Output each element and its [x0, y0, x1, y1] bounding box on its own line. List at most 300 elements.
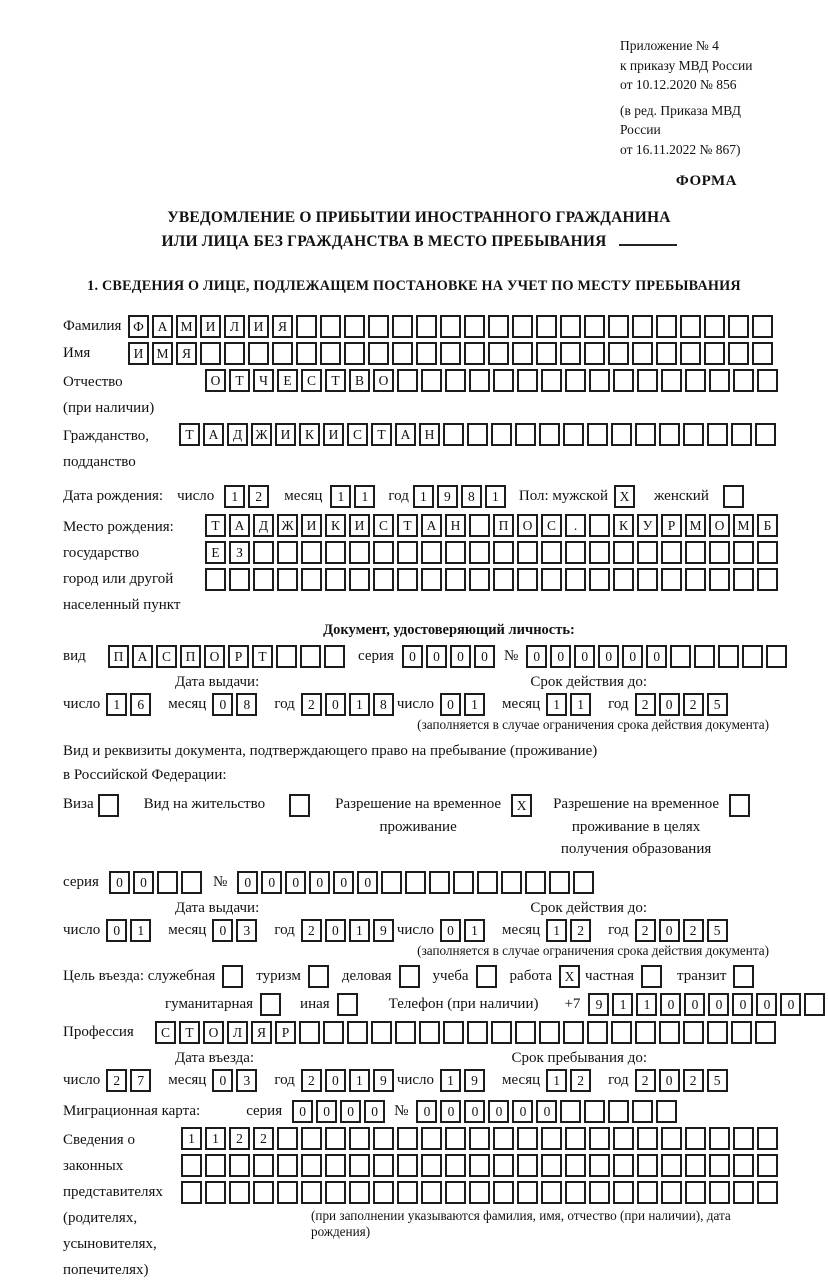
form-cell[interactable]: С [347, 423, 368, 446]
form-cell[interactable] [476, 965, 497, 988]
form-cell[interactable] [443, 423, 464, 446]
form-cell[interactable] [729, 794, 750, 817]
form-cell[interactable]: П [493, 514, 514, 537]
form-cell[interactable]: М [733, 514, 754, 537]
form-cell[interactable] [565, 1154, 586, 1177]
form-cell[interactable] [491, 423, 512, 446]
form-cell[interactable]: С [373, 514, 394, 537]
form-cell[interactable]: О [205, 369, 226, 392]
form-cell[interactable] [733, 1127, 754, 1150]
form-cell[interactable] [733, 568, 754, 591]
form-cell[interactable] [565, 1127, 586, 1150]
form-cell[interactable] [563, 423, 584, 446]
form-cell[interactable] [453, 871, 474, 894]
form-cell[interactable]: X [559, 965, 580, 988]
form-cell[interactable] [344, 342, 365, 365]
form-cell[interactable] [757, 541, 778, 564]
form-cell[interactable] [325, 1127, 346, 1150]
form-cell[interactable]: И [275, 423, 296, 446]
form-cell[interactable] [637, 541, 658, 564]
form-cell[interactable] [661, 568, 682, 591]
form-cell[interactable] [347, 1021, 368, 1044]
form-cell[interactable]: С [155, 1021, 176, 1044]
form-cell[interactable]: 2 [683, 1069, 704, 1092]
form-cell[interactable]: Ф [128, 315, 149, 338]
form-cell[interactable] [373, 1181, 394, 1204]
form-cell[interactable] [589, 568, 610, 591]
form-cell[interactable] [685, 568, 706, 591]
form-cell[interactable] [515, 423, 536, 446]
form-cell[interactable]: А [152, 315, 173, 338]
form-cell[interactable] [632, 342, 653, 365]
form-cell[interactable] [277, 1127, 298, 1150]
form-cell[interactable]: Е [205, 541, 226, 564]
form-cell[interactable]: 0 [659, 919, 680, 942]
form-cell[interactable]: 1 [224, 485, 245, 508]
form-cell[interactable]: 0 [756, 993, 777, 1016]
form-cell[interactable] [539, 423, 560, 446]
form-cell[interactable]: Е [277, 369, 298, 392]
form-cell[interactable]: 9 [373, 919, 394, 942]
form-cell[interactable] [718, 645, 739, 668]
form-cell[interactable]: Т [205, 514, 226, 537]
form-cell[interactable] [659, 1021, 680, 1044]
form-cell[interactable] [539, 1021, 560, 1044]
form-cell[interactable]: X [614, 485, 635, 508]
form-cell[interactable]: П [180, 645, 201, 668]
form-cell[interactable] [477, 871, 498, 894]
form-cell[interactable] [661, 369, 682, 392]
form-cell[interactable] [299, 1021, 320, 1044]
form-cell[interactable]: Д [227, 423, 248, 446]
form-cell[interactable]: 2 [683, 919, 704, 942]
form-cell[interactable] [515, 1021, 536, 1044]
form-cell[interactable] [381, 871, 402, 894]
form-cell[interactable] [397, 369, 418, 392]
form-cell[interactable] [517, 568, 538, 591]
form-cell[interactable] [349, 1127, 370, 1150]
form-cell[interactable] [541, 1127, 562, 1150]
form-cell[interactable]: 0 [316, 1100, 337, 1123]
form-cell[interactable] [493, 568, 514, 591]
form-cell[interactable] [493, 1181, 514, 1204]
form-cell[interactable] [445, 369, 466, 392]
form-cell[interactable] [613, 1127, 634, 1150]
form-cell[interactable] [755, 423, 776, 446]
form-cell[interactable]: 1 [330, 485, 351, 508]
form-cell[interactable]: 0 [292, 1100, 313, 1123]
form-cell[interactable] [637, 568, 658, 591]
form-cell[interactable]: 1 [485, 485, 506, 508]
form-cell[interactable] [512, 315, 533, 338]
form-cell[interactable] [563, 1021, 584, 1044]
form-cell[interactable] [493, 1154, 514, 1177]
form-cell[interactable]: 0 [333, 871, 354, 894]
form-cell[interactable] [613, 541, 634, 564]
form-cell[interactable] [694, 645, 715, 668]
form-cell[interactable]: К [299, 423, 320, 446]
form-cell[interactable] [421, 568, 442, 591]
form-cell[interactable] [469, 514, 490, 537]
form-cell[interactable]: 2 [570, 1069, 591, 1092]
form-cell[interactable] [501, 871, 522, 894]
form-cell[interactable] [181, 1181, 202, 1204]
form-cell[interactable]: 1 [181, 1127, 202, 1150]
form-cell[interactable]: 0 [364, 1100, 385, 1123]
form-cell[interactable] [395, 1021, 416, 1044]
form-cell[interactable] [584, 342, 605, 365]
form-cell[interactable]: О [517, 514, 538, 537]
form-cell[interactable]: 1 [349, 919, 370, 942]
form-cell[interactable] [541, 1181, 562, 1204]
form-cell[interactable]: О [204, 645, 225, 668]
form-cell[interactable]: 2 [570, 919, 591, 942]
form-cell[interactable] [277, 568, 298, 591]
form-cell[interactable] [709, 568, 730, 591]
form-cell[interactable] [405, 871, 426, 894]
form-cell[interactable]: 0 [780, 993, 801, 1016]
form-cell[interactable]: А [132, 645, 153, 668]
form-cell[interactable]: 0 [106, 919, 127, 942]
form-cell[interactable] [704, 342, 725, 365]
form-cell[interactable] [512, 342, 533, 365]
form-cell[interactable] [421, 541, 442, 564]
form-cell[interactable] [445, 1127, 466, 1150]
form-cell[interactable] [491, 1021, 512, 1044]
form-cell[interactable]: 3 [236, 919, 257, 942]
form-cell[interactable] [707, 423, 728, 446]
form-cell[interactable] [709, 1154, 730, 1177]
form-cell[interactable]: 0 [440, 919, 461, 942]
form-cell[interactable]: С [301, 369, 322, 392]
form-cell[interactable]: 5 [707, 919, 728, 942]
form-cell[interactable]: 3 [236, 1069, 257, 1092]
form-cell[interactable] [349, 1154, 370, 1177]
form-cell[interactable]: 0 [488, 1100, 509, 1123]
form-cell[interactable] [324, 645, 345, 668]
form-cell[interactable] [205, 1154, 226, 1177]
form-cell[interactable] [709, 541, 730, 564]
form-cell[interactable] [344, 315, 365, 338]
form-cell[interactable] [320, 315, 341, 338]
form-cell[interactable] [632, 315, 653, 338]
form-cell[interactable] [373, 568, 394, 591]
form-cell[interactable]: 0 [325, 919, 346, 942]
form-cell[interactable]: С [541, 514, 562, 537]
form-cell[interactable]: 0 [659, 693, 680, 716]
form-cell[interactable] [440, 315, 461, 338]
form-cell[interactable] [656, 1100, 677, 1123]
form-cell[interactable] [277, 541, 298, 564]
form-cell[interactable] [248, 342, 269, 365]
form-cell[interactable]: 2 [248, 485, 269, 508]
form-cell[interactable]: 0 [237, 871, 258, 894]
form-cell[interactable]: 1 [130, 919, 151, 942]
form-cell[interactable] [733, 965, 754, 988]
form-cell[interactable] [709, 1181, 730, 1204]
form-cell[interactable]: 1 [546, 1069, 567, 1092]
form-cell[interactable] [349, 1181, 370, 1204]
form-cell[interactable] [325, 1154, 346, 1177]
form-cell[interactable] [157, 871, 178, 894]
form-cell[interactable] [584, 315, 605, 338]
form-cell[interactable] [549, 871, 570, 894]
form-cell[interactable]: 0 [660, 993, 681, 1016]
form-cell[interactable]: Я [251, 1021, 272, 1044]
form-cell[interactable]: 2 [229, 1127, 250, 1150]
form-cell[interactable] [685, 541, 706, 564]
form-cell[interactable]: Н [445, 514, 466, 537]
form-cell[interactable]: Я [176, 342, 197, 365]
form-cell[interactable]: 0 [340, 1100, 361, 1123]
form-cell[interactable] [467, 1021, 488, 1044]
form-cell[interactable] [301, 568, 322, 591]
form-cell[interactable] [589, 514, 610, 537]
form-cell[interactable]: 0 [261, 871, 282, 894]
form-cell[interactable]: 1 [464, 919, 485, 942]
form-cell[interactable] [589, 1127, 610, 1150]
form-cell[interactable]: 0 [212, 919, 233, 942]
form-cell[interactable] [637, 1154, 658, 1177]
form-cell[interactable]: Р [275, 1021, 296, 1044]
form-cell[interactable] [742, 645, 763, 668]
form-cell[interactable]: 0 [325, 693, 346, 716]
form-cell[interactable] [637, 1127, 658, 1150]
form-cell[interactable] [517, 1127, 538, 1150]
form-cell[interactable] [337, 993, 358, 1016]
form-cell[interactable] [445, 541, 466, 564]
form-cell[interactable]: 0 [464, 1100, 485, 1123]
form-cell[interactable] [397, 568, 418, 591]
form-cell[interactable]: Р [228, 645, 249, 668]
form-cell[interactable] [421, 1181, 442, 1204]
form-cell[interactable]: 1 [106, 693, 127, 716]
form-cell[interactable] [661, 1181, 682, 1204]
form-cell[interactable]: 1 [354, 485, 375, 508]
form-cell[interactable]: 1 [570, 693, 591, 716]
form-cell[interactable] [301, 1181, 322, 1204]
form-cell[interactable]: 0 [426, 645, 447, 668]
form-cell[interactable]: 1 [413, 485, 434, 508]
form-cell[interactable] [296, 342, 317, 365]
form-cell[interactable]: К [613, 514, 634, 537]
form-cell[interactable] [755, 1021, 776, 1044]
form-cell[interactable] [757, 1127, 778, 1150]
form-cell[interactable] [368, 315, 389, 338]
form-cell[interactable] [733, 369, 754, 392]
form-cell[interactable]: Ж [251, 423, 272, 446]
form-cell[interactable] [397, 541, 418, 564]
form-cell[interactable] [488, 315, 509, 338]
form-cell[interactable] [397, 1127, 418, 1150]
form-cell[interactable] [229, 568, 250, 591]
form-cell[interactable]: А [203, 423, 224, 446]
form-cell[interactable] [205, 1181, 226, 1204]
form-cell[interactable] [659, 423, 680, 446]
form-cell[interactable] [757, 369, 778, 392]
form-cell[interactable]: 0 [659, 1069, 680, 1092]
form-cell[interactable]: 0 [598, 645, 619, 668]
form-cell[interactable] [301, 1127, 322, 1150]
form-cell[interactable]: М [685, 514, 706, 537]
form-cell[interactable] [416, 315, 437, 338]
form-cell[interactable] [685, 1181, 706, 1204]
form-cell[interactable] [301, 541, 322, 564]
form-cell[interactable] [707, 1021, 728, 1044]
form-cell[interactable] [445, 568, 466, 591]
form-cell[interactable] [661, 541, 682, 564]
form-cell[interactable]: М [176, 315, 197, 338]
form-cell[interactable] [373, 1154, 394, 1177]
form-cell[interactable]: С [156, 645, 177, 668]
form-cell[interactable] [493, 541, 514, 564]
form-cell[interactable]: 1 [440, 1069, 461, 1092]
form-cell[interactable] [443, 1021, 464, 1044]
form-cell[interactable]: А [395, 423, 416, 446]
form-cell[interactable] [560, 315, 581, 338]
form-cell[interactable]: 1 [349, 693, 370, 716]
form-cell[interactable]: 9 [373, 1069, 394, 1092]
form-cell[interactable]: 0 [622, 645, 643, 668]
form-cell[interactable] [392, 342, 413, 365]
form-cell[interactable]: 1 [612, 993, 633, 1016]
form-cell[interactable] [536, 342, 557, 365]
form-cell[interactable]: 8 [461, 485, 482, 508]
form-cell[interactable] [611, 423, 632, 446]
form-cell[interactable]: 0 [684, 993, 705, 1016]
form-cell[interactable]: И [323, 423, 344, 446]
form-cell[interactable] [320, 342, 341, 365]
form-cell[interactable]: А [229, 514, 250, 537]
form-cell[interactable] [680, 342, 701, 365]
form-cell[interactable] [464, 342, 485, 365]
form-cell[interactable]: И [200, 315, 221, 338]
form-cell[interactable] [536, 315, 557, 338]
form-cell[interactable] [349, 541, 370, 564]
form-cell[interactable] [608, 342, 629, 365]
form-cell[interactable] [323, 1021, 344, 1044]
form-cell[interactable] [276, 645, 297, 668]
form-cell[interactable] [608, 1100, 629, 1123]
form-cell[interactable]: И [301, 514, 322, 537]
form-cell[interactable] [469, 369, 490, 392]
form-cell[interactable] [253, 1181, 274, 1204]
form-cell[interactable]: И [128, 342, 149, 365]
form-cell[interactable]: 0 [574, 645, 595, 668]
form-cell[interactable] [98, 794, 119, 817]
form-cell[interactable] [804, 993, 825, 1016]
form-cell[interactable] [397, 1154, 418, 1177]
form-cell[interactable]: 2 [301, 919, 322, 942]
form-cell[interactable]: 0 [550, 645, 571, 668]
form-cell[interactable]: Я [272, 315, 293, 338]
form-cell[interactable] [709, 369, 730, 392]
form-cell[interactable]: Т [325, 369, 346, 392]
form-cell[interactable]: Т [252, 645, 273, 668]
form-cell[interactable] [661, 1127, 682, 1150]
form-cell[interactable] [253, 568, 274, 591]
form-cell[interactable] [704, 315, 725, 338]
form-cell[interactable]: X [511, 794, 532, 817]
form-cell[interactable] [613, 1154, 634, 1177]
form-cell[interactable] [589, 1154, 610, 1177]
form-cell[interactable] [392, 315, 413, 338]
form-cell[interactable] [469, 1127, 490, 1150]
form-cell[interactable] [229, 1181, 250, 1204]
form-cell[interactable]: Т [229, 369, 250, 392]
form-cell[interactable] [565, 1181, 586, 1204]
form-cell[interactable]: З [229, 541, 250, 564]
form-cell[interactable]: 7 [130, 1069, 151, 1092]
form-cell[interactable] [325, 568, 346, 591]
form-cell[interactable] [757, 1154, 778, 1177]
form-cell[interactable] [488, 342, 509, 365]
form-cell[interactable] [325, 1181, 346, 1204]
form-cell[interactable] [517, 369, 538, 392]
form-cell[interactable]: 1 [205, 1127, 226, 1150]
form-cell[interactable] [517, 1181, 538, 1204]
form-cell[interactable] [493, 369, 514, 392]
form-cell[interactable]: П [108, 645, 129, 668]
form-cell[interactable] [517, 541, 538, 564]
form-cell[interactable] [680, 315, 701, 338]
form-cell[interactable]: О [709, 514, 730, 537]
form-cell[interactable]: Т [179, 1021, 200, 1044]
form-cell[interactable] [469, 1181, 490, 1204]
form-cell[interactable] [368, 342, 389, 365]
form-cell[interactable]: 8 [373, 693, 394, 716]
form-cell[interactable]: 8 [236, 693, 257, 716]
form-cell[interactable]: 2 [635, 1069, 656, 1092]
form-cell[interactable] [560, 1100, 581, 1123]
form-cell[interactable]: 0 [440, 1100, 461, 1123]
form-cell[interactable] [613, 369, 634, 392]
form-cell[interactable]: Т [397, 514, 418, 537]
form-cell[interactable]: Ж [277, 514, 298, 537]
form-cell[interactable] [205, 568, 226, 591]
form-cell[interactable] [260, 993, 281, 1016]
form-cell[interactable]: Д [253, 514, 274, 537]
form-cell[interactable] [635, 1021, 656, 1044]
form-cell[interactable] [419, 1021, 440, 1044]
form-cell[interactable] [308, 965, 329, 988]
form-cell[interactable]: 0 [109, 871, 130, 894]
form-cell[interactable] [272, 342, 293, 365]
form-cell[interactable]: 2 [683, 693, 704, 716]
form-cell[interactable]: 0 [512, 1100, 533, 1123]
form-cell[interactable] [493, 1127, 514, 1150]
form-cell[interactable] [685, 1127, 706, 1150]
form-cell[interactable] [656, 315, 677, 338]
form-cell[interactable]: У [637, 514, 658, 537]
form-cell[interactable] [752, 315, 773, 338]
form-cell[interactable]: 0 [357, 871, 378, 894]
form-cell[interactable] [757, 568, 778, 591]
form-cell[interactable] [416, 342, 437, 365]
form-cell[interactable] [181, 871, 202, 894]
form-cell[interactable] [685, 1154, 706, 1177]
form-cell[interactable] [541, 1154, 562, 1177]
form-cell[interactable]: 0 [440, 693, 461, 716]
form-cell[interactable]: 6 [130, 693, 151, 716]
form-cell[interactable] [757, 1181, 778, 1204]
form-cell[interactable]: 0 [309, 871, 330, 894]
form-cell[interactable]: 0 [285, 871, 306, 894]
form-cell[interactable] [670, 645, 691, 668]
form-cell[interactable] [467, 423, 488, 446]
form-cell[interactable] [301, 1154, 322, 1177]
form-cell[interactable] [560, 342, 581, 365]
